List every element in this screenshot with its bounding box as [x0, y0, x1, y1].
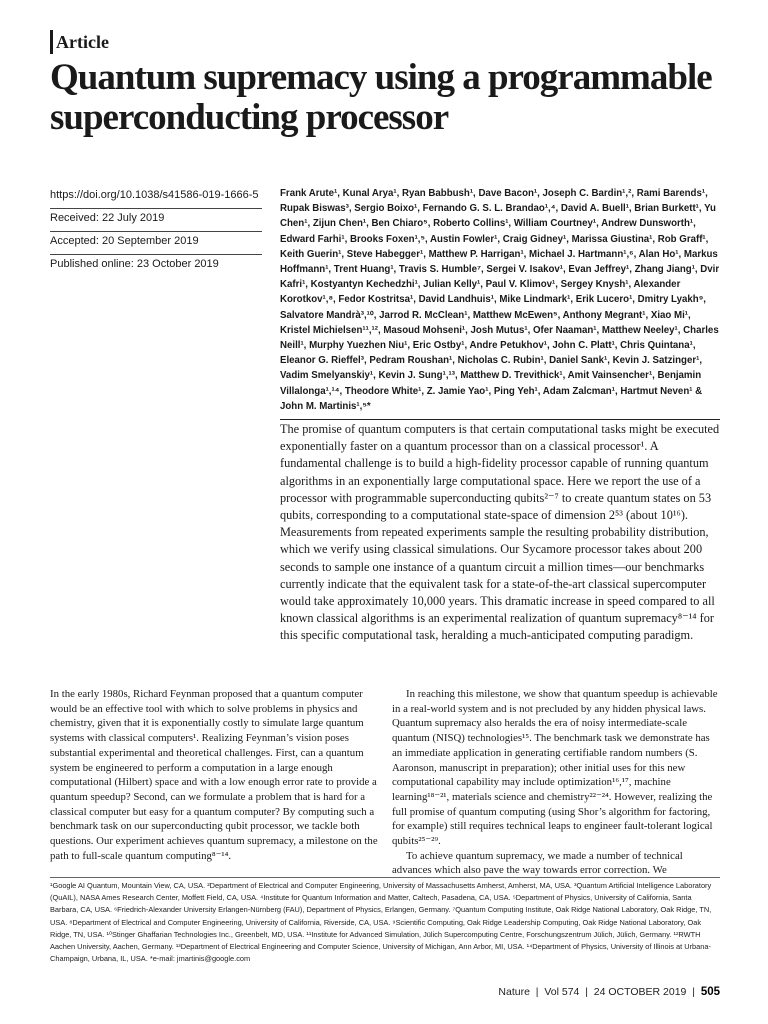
affiliations-divider: [50, 877, 720, 878]
article-title: Quantum supremacy using a programmable superconducting processor: [50, 57, 712, 138]
body-column-left: [50, 687, 380, 863]
page-number: 505: [700, 986, 720, 998]
article-metadata: [50, 186, 262, 277]
received-date: Received: 22 July 2019: [50, 209, 262, 232]
affiliations: ¹Google AI Quantum, Mountain View, CA, USA. ²Department of Electrical and Computer Engineering, University of Massachusetts Amherst, Amherst, MA, USA. ³Quantum Artificial Intelligence Laboratory (QuAIL), NASA Ames Research Center, Moffett Field, CA, USA. ⁴Institute for Quantum Information and Matter, Caltech, Pasadena, CA, USA. ⁵Department of Physics, University of California, Santa Barbara, CA, USA. ⁶Friedrich-Alexander University Erlangen-Nürnberg (FAU), Department of Physics, Erlangen, Germany. ⁷Quantum Computing Institute, Oak Ridge National Laboratory, Oak Ridge, TN, USA. ⁸Department of Electrical and Computer Engineering, University of California, Riverside, CA, USA. ⁹Scientific Computing, Oak Ridge Leadership Computing, Oak Ridge National Laboratory, Oak Ridge, TN, USA. ¹⁰Stinger Ghaffarian Technologies Inc., Greenbelt, MD, USA. ¹¹Institute for Advanced Simulation, Jülich Supercomputing Centre, Forschungszentrum Jülich, Jülich, Germany. ¹²RWTH Aachen University, Aachen, Germany. ¹³Department of Electrical Engineering and Computer Science, University of Michigan, Ann Arbor, MI, USA. ¹⁴Department of Physics, University of Illinois at Urbana-Champaign, Urbana, IL, USA. *e-mail: jmartinis@google.com: [50, 881, 712, 964]
issue-date: 24 OCTOBER 2019: [593, 986, 687, 998]
body-paragraph: To achieve quantum supremacy, we made a number of technical advances which also pave the way towards error correction. We: [392, 849, 683, 877]
doi-link[interactable]: https://doi.org/10.1038/s41586-019-1666-5: [50, 186, 262, 209]
body-paragraph: In the early 1980s, Richard Feynman proposed that a quantum computer would be an effective tool with which to solve problems in physics and chemistry, given that it is exponentially costly to simulate large quantum systems with classical computers¹. Realizing Feynman’s vision poses substantial experimental and theoretical challenges. First, can a quantum system be engineered to perform a computation in a large enough computational (Hilbert) space and with a low enough error rate to provide a quantum speedup? Second, can we formulate a problem that is hard for a classical computer but easy for a quantum computer? By computing such a benchmark task on our superconducting qubit processor, we tackle both questions. Our experiment achieves quantum supremacy, a milestone on the path to full-scale quantum computing⁸⁻¹⁴.: [50, 688, 378, 862]
body-column-right: [392, 687, 722, 878]
journal-name: Nature: [498, 986, 530, 998]
author-list: Frank Arute¹, Kunal Arya¹, Ryan Babbush¹, Dave Bacon¹, Joseph C. Bardin¹,², Rami Barends¹, Rupak Biswas³, Sergio Boixo¹, Fernando G. S. L. Brandao¹,⁴, David A. Buell¹, Brian Burkett¹, Yu Chen¹, Zijun Chen¹, Ben Chiaro⁵, Roberto Collins¹, William Courtney¹, Andrew Dunsworth¹, Edward Farhi¹, Brooks Foxen¹,⁵, Austin Fowler¹, Craig Gidney¹, Marissa Giustina¹, Rob Graff¹, Keith Guerin¹, Steve Habegger¹, Matthew P. Harrigan¹, Michael J. Hartmann¹,⁶, Alan Ho¹, Markus Hoffmann¹, Trent Huang¹, Travis S. Humble⁷, Sergei V. Isakov¹, Evan Jeffrey¹, Zhang Jiang¹, Dvir Kafri¹, Kostyantyn Kechedzhi¹, Julian Kelly¹, Paul V. Klimov¹, Sergey Knysh¹, Alexander Korotkov¹,⁸, Fedor Kostritsa¹, David Landhuis¹, Mike Lindmark¹, Erik Lucero¹, Dmitry Lyakh⁹, Salvatore Mandrà³,¹⁰, Jarrod R. McClean¹, Matthew McEwen⁵, Anthony Megrant¹, Xiao Mi¹, Kristel Michielsen¹¹,¹², Masoud Mohseni¹, Josh Mutus¹, Ofer Naaman¹, Matthew Neeley¹, Charles Neill¹, Murphy Yuezhen Niu¹, Eric Ostby¹, Andre Petukhov¹, John C. Platt¹, Chris Quintana¹, Eleanor G. Rieffel³, Pedram Roushan¹, Nicholas C. Rubin¹, Daniel Sank¹, Kevin J. Satzinger¹, Vadim Smelyanskiy¹, Kevin J. Sung¹,¹³, Matthew D. Trevithick¹, Amit Vainsencher¹, Benjamin Villalonga¹,¹⁴, Theodore White¹, Z. Jamie Yao¹, Ping Yeh¹, Adam Zalcman¹, Hartmut Neven¹ & John M. Martinis¹,⁵*: [280, 188, 720, 412]
body-paragraph: In reaching this milestone, we show that quantum speedup is achievable in a real-world system and is not precluded by any hidden physical laws. Quantum supremacy also heralds the era of noisy intermediate-scale quantum (NISQ) technologies¹⁵. The benchmark task we demonstrate has an immediate application in generating certifiable random numbers (S. Aaronson, manuscript in preparation); other initial uses for this new computational capability may include optimization¹⁶,¹⁷, machine learning¹⁸⁻²¹, materials science and chemistry²²⁻²⁴. However, realizing the full promise of quantum computing (using Shor’s algorithm for factoring, for example) still requires technical leaps to engineer fault-tolerant logical qubits²⁵⁻²⁹.: [392, 688, 718, 848]
section-rule: [50, 30, 53, 54]
volume: Vol 574: [544, 986, 580, 998]
abstract-divider: [280, 419, 720, 420]
accepted-date: Accepted: 20 September 2019: [50, 232, 262, 255]
published-date: Published online: 23 October 2019: [50, 258, 219, 270]
page-footer: Nature | Vol 574 | 24 OCTOBER 2019 | 505: [498, 986, 720, 998]
abstract: The promise of quantum computers is that certain computational tasks might be executed exponentially faster on a quantum processor than on a classical processor¹. A fundamental challenge is to build a high-fidelity processor capable of running quantum algorithms in an exponentially large computational space. Here we report the use of a processor with programmable superconducting qubits²⁻⁷ to create quantum states on 53 qubits, corresponding to a computational state-space of dimension 2⁵³ (about 10¹⁶). Measurements from repeated experiments sample the resulting probability distribution, which we verify using classical simulations. Our Sycamore processor takes about 200 seconds to sample one instance of a quantum circuit a million times—our benchmarks currently indicate that the equivalent task for a state-of-the-art classical supercomputer would take approximately 10,000 years. This dramatic increase in speed compared to all known classical algorithms is an experimental realization of quantum supremacy⁸⁻¹⁴ for this specific computational task, heralding a much-anticipated computing paradigm.: [280, 422, 720, 643]
section-label: Article: [56, 32, 109, 52]
